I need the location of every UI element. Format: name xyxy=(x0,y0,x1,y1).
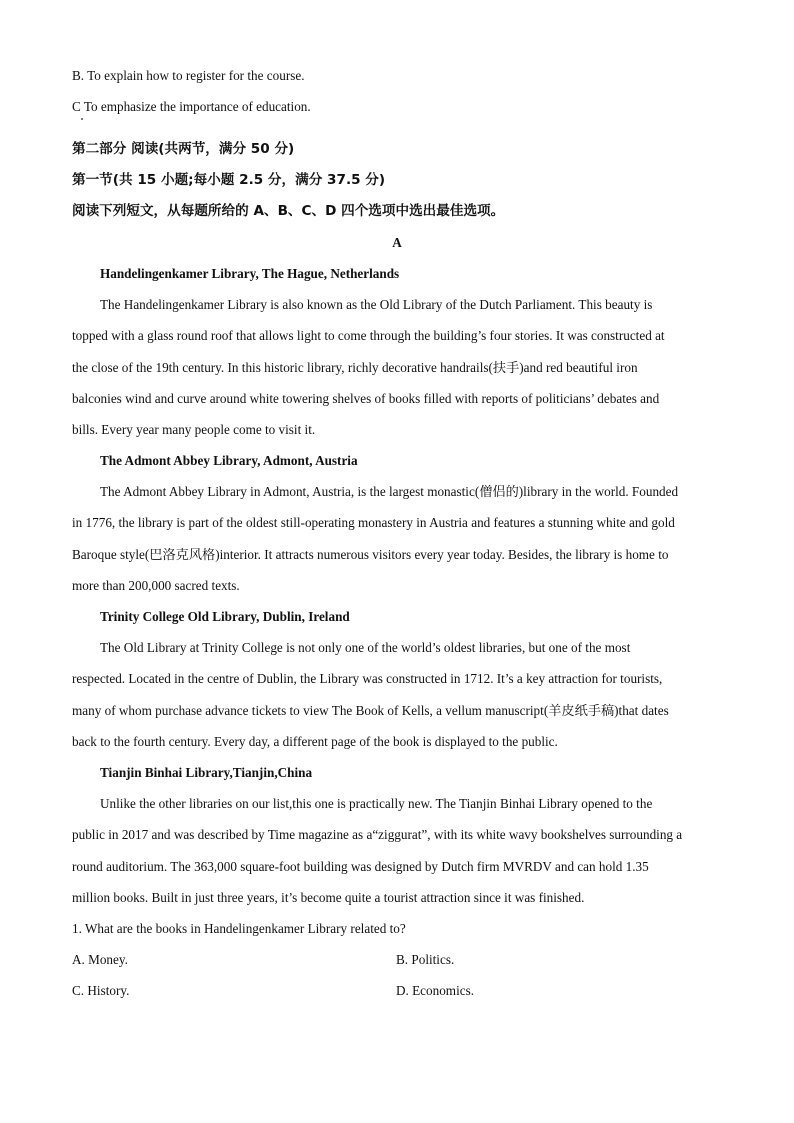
paragraph-line: respected. Located in the centre of Dublin, the Library was constructed in 1712. It’s a key attraction for tourists, xyxy=(72,671,663,686)
library-title-trinity: Trinity College Old Library, Dublin, Ireland xyxy=(100,609,350,624)
paragraph-line: back to the fourth century. Every day, a different page of the book is displayed to the public. xyxy=(72,734,558,749)
stray-dot xyxy=(81,118,83,120)
question-stem: 1. What are the books in Handelingenkamer Library related to? xyxy=(72,921,406,936)
instructions: 阅读下列短文，从每题所给的 A、B、C、D 四个选项中选出最佳选项。 xyxy=(72,203,505,219)
library-title-tianjin: Tianjin Binhai Library,Tianjin,China xyxy=(100,765,313,780)
paragraph-line: The Admont Abbey Library in Admont, Austria, is the largest monastic(僧侣的)library in the world. Founded xyxy=(100,484,679,499)
answer-option-b[interactable]: B. Politics. xyxy=(396,952,455,967)
paragraph-line: The Old Library at Trinity College is not only one of the world’s oldest libraries, but one of the most xyxy=(100,640,631,655)
paragraph-line: million books. Built in just three years, it’s become quite a tourist attraction since it was finished. xyxy=(72,890,585,905)
paragraph-line: balconies wind and curve around white towering shelves of books filled with reports of politicians’ debates and xyxy=(72,391,660,406)
prev-option-c: C To emphasize the importance of education. xyxy=(72,99,311,114)
part-heading: 第二部分 阅读(共两节，满分 50 分) xyxy=(72,141,295,157)
answer-option-c[interactable]: C. History. xyxy=(72,983,130,998)
prev-option-b: B. To explain how to register for the course. xyxy=(72,68,305,83)
section-heading: 第一节(共 15 小题;每小题 2.5 分，满分 37.5 分) xyxy=(72,172,386,188)
paragraph-line: many of whom purchase advance tickets to view The Book of Kells, a vellum manuscript(羊皮纸手稿)that dates xyxy=(72,703,669,718)
paragraph-line: topped with a glass round roof that allows light to come through the building’s four stories. It was constructed at xyxy=(72,328,665,343)
paragraph-line: the close of the 19th century. In this historic library, richly decorative handrails(扶手)and red beautiful iron xyxy=(72,360,638,375)
paragraph-line: more than 200,000 sacred texts. xyxy=(72,578,240,593)
passage-label: A xyxy=(392,235,402,250)
answer-option-a[interactable]: A. Money. xyxy=(72,952,128,967)
paragraph-line: in 1776, the library is part of the oldest still-operating monastery in Austria and features a stunning white and gold xyxy=(72,515,675,530)
paragraph-line: round auditorium. The 363,000 square-foot building was designed by Dutch firm MVRDV and can hold 1.35 xyxy=(72,859,649,874)
paragraph-line: Unlike the other libraries on our list,this one is practically new. The Tianjin Binhai Library opened to the xyxy=(100,796,653,811)
paragraph-line: public in 2017 and was described by Time magazine as a“ziggurat”, with its white wavy bookshelves surrounding a xyxy=(72,827,683,842)
paragraph-line: bills. Every year many people come to visit it. xyxy=(72,422,316,437)
library-title-handelingenkamer: Handelingenkamer Library, The Hague, Netherlands xyxy=(100,266,400,281)
paragraph-line: The Handelingenkamer Library is also known as the Old Library of the Dutch Parliament. This beauty is xyxy=(100,297,653,312)
answer-option-d[interactable]: D. Economics. xyxy=(396,983,475,998)
library-title-admont: The Admont Abbey Library, Admont, Austria xyxy=(100,453,358,468)
paragraph-line: Baroque style(巴洛克风格)interior. It attracts numerous visitors every year today. Besides, the library is home to xyxy=(72,547,669,562)
